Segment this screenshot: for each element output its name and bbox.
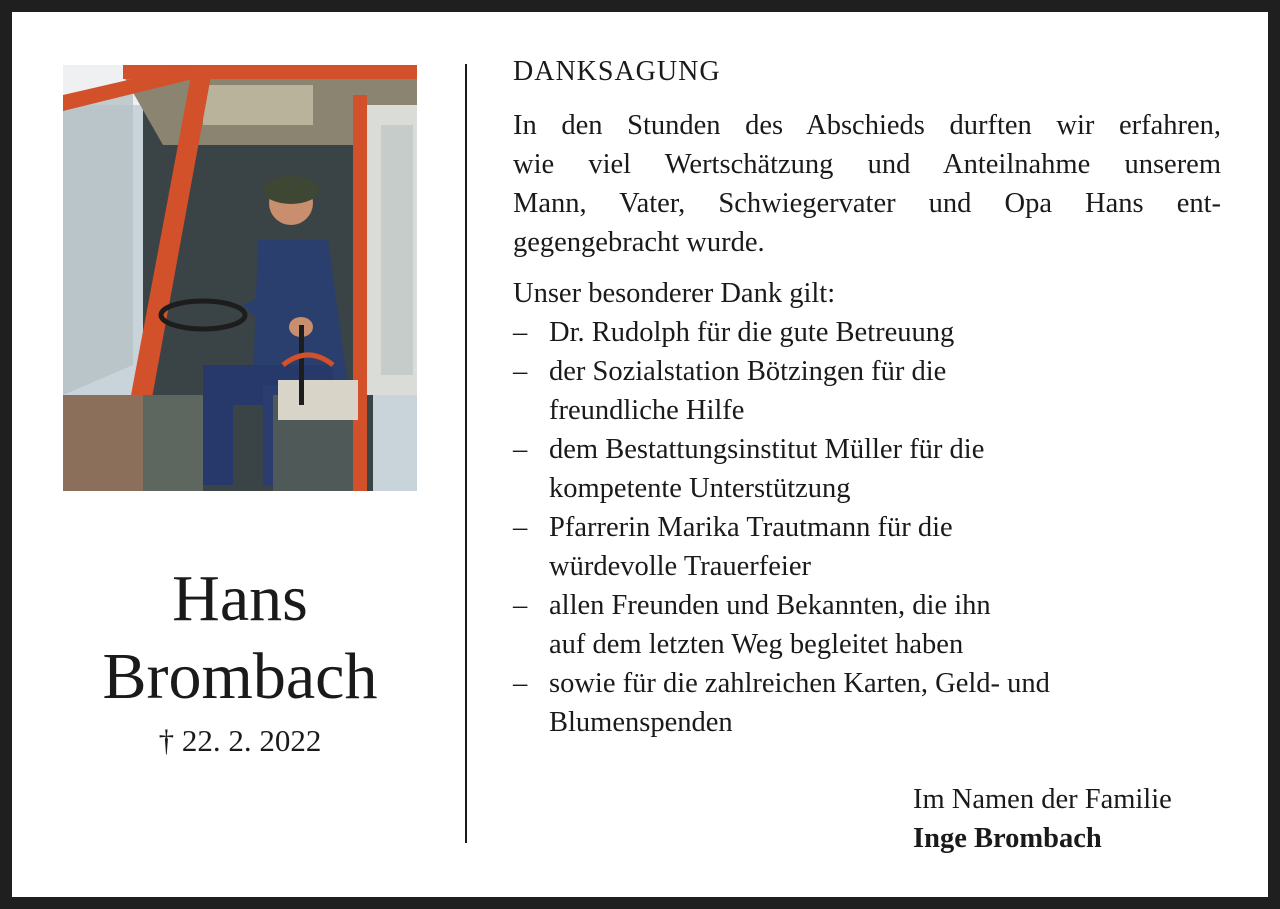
death-date: † 22. 2. 2022 [158, 723, 322, 758]
thanks-line: Dr. Rudolph für die gute Betreuung [549, 317, 955, 348]
thanks-line: würdevolle Trauerfeier [549, 551, 811, 582]
thanks-line: Blumenspenden [549, 707, 733, 738]
bullet-dash: – [513, 356, 528, 387]
signature-name: Inge Brombach [913, 823, 1102, 854]
portrait-image [63, 65, 417, 491]
thanks-item [513, 352, 1221, 430]
thanks-line: sowie für die zahlreichen Karten, Geld- und [549, 668, 1050, 699]
bullet-dash: – [513, 512, 528, 543]
thanks-line: freundliche Hilfe [549, 395, 745, 426]
bullet-dash: – [513, 590, 528, 621]
last-name: Brombach [102, 640, 378, 713]
notice-heading: DANKSAGUNG [513, 56, 721, 87]
obituary-card [12, 12, 1268, 897]
bullet-dash: – [513, 668, 528, 699]
thanks-line: auf dem letzten Weg begleitet haben [549, 629, 964, 660]
signature-block [913, 780, 1172, 858]
paragraph-line: wie viel Wertschätzung und Anteilnahme unserem [513, 149, 1221, 180]
thanks-line: Pfarrerin Marika Trautmann für die [549, 512, 953, 543]
first-name: Hans [172, 562, 308, 635]
notice-text [513, 52, 1221, 742]
paragraph-line: Mann, Vater, Schwiegervater und Opa Hans ent- [513, 188, 1221, 219]
thanks-item [513, 313, 1221, 352]
thanks-item [513, 586, 1221, 664]
bullet-dash: – [513, 317, 528, 348]
thanks-list [513, 313, 1221, 742]
thanks-item [513, 430, 1221, 508]
thanks-line: dem Bestattungsinstitut Müller für die [549, 434, 985, 465]
thanks-line: allen Freunden und Bekannten, die ihn [549, 590, 991, 621]
thanks-item [513, 664, 1221, 742]
paragraph-line: In den Stunden des Abschieds durften wir erfahren, [513, 110, 1221, 141]
bullet-dash: – [513, 434, 528, 465]
portrait-photo [63, 65, 417, 491]
vertical-divider [465, 64, 467, 843]
paragraph-line: gegengebracht wurde. [513, 227, 765, 258]
thanks-intro: Unser besonderer Dank gilt: [513, 278, 836, 309]
notice-paragraph [513, 106, 1221, 262]
name-block [63, 560, 417, 760]
signature-line: Im Namen der Familie [913, 784, 1172, 815]
thanks-line: kompetente Unterstützung [549, 473, 851, 504]
thanks-item [513, 508, 1221, 586]
thanks-line: der Sozialstation Bötzingen für die [549, 356, 947, 387]
